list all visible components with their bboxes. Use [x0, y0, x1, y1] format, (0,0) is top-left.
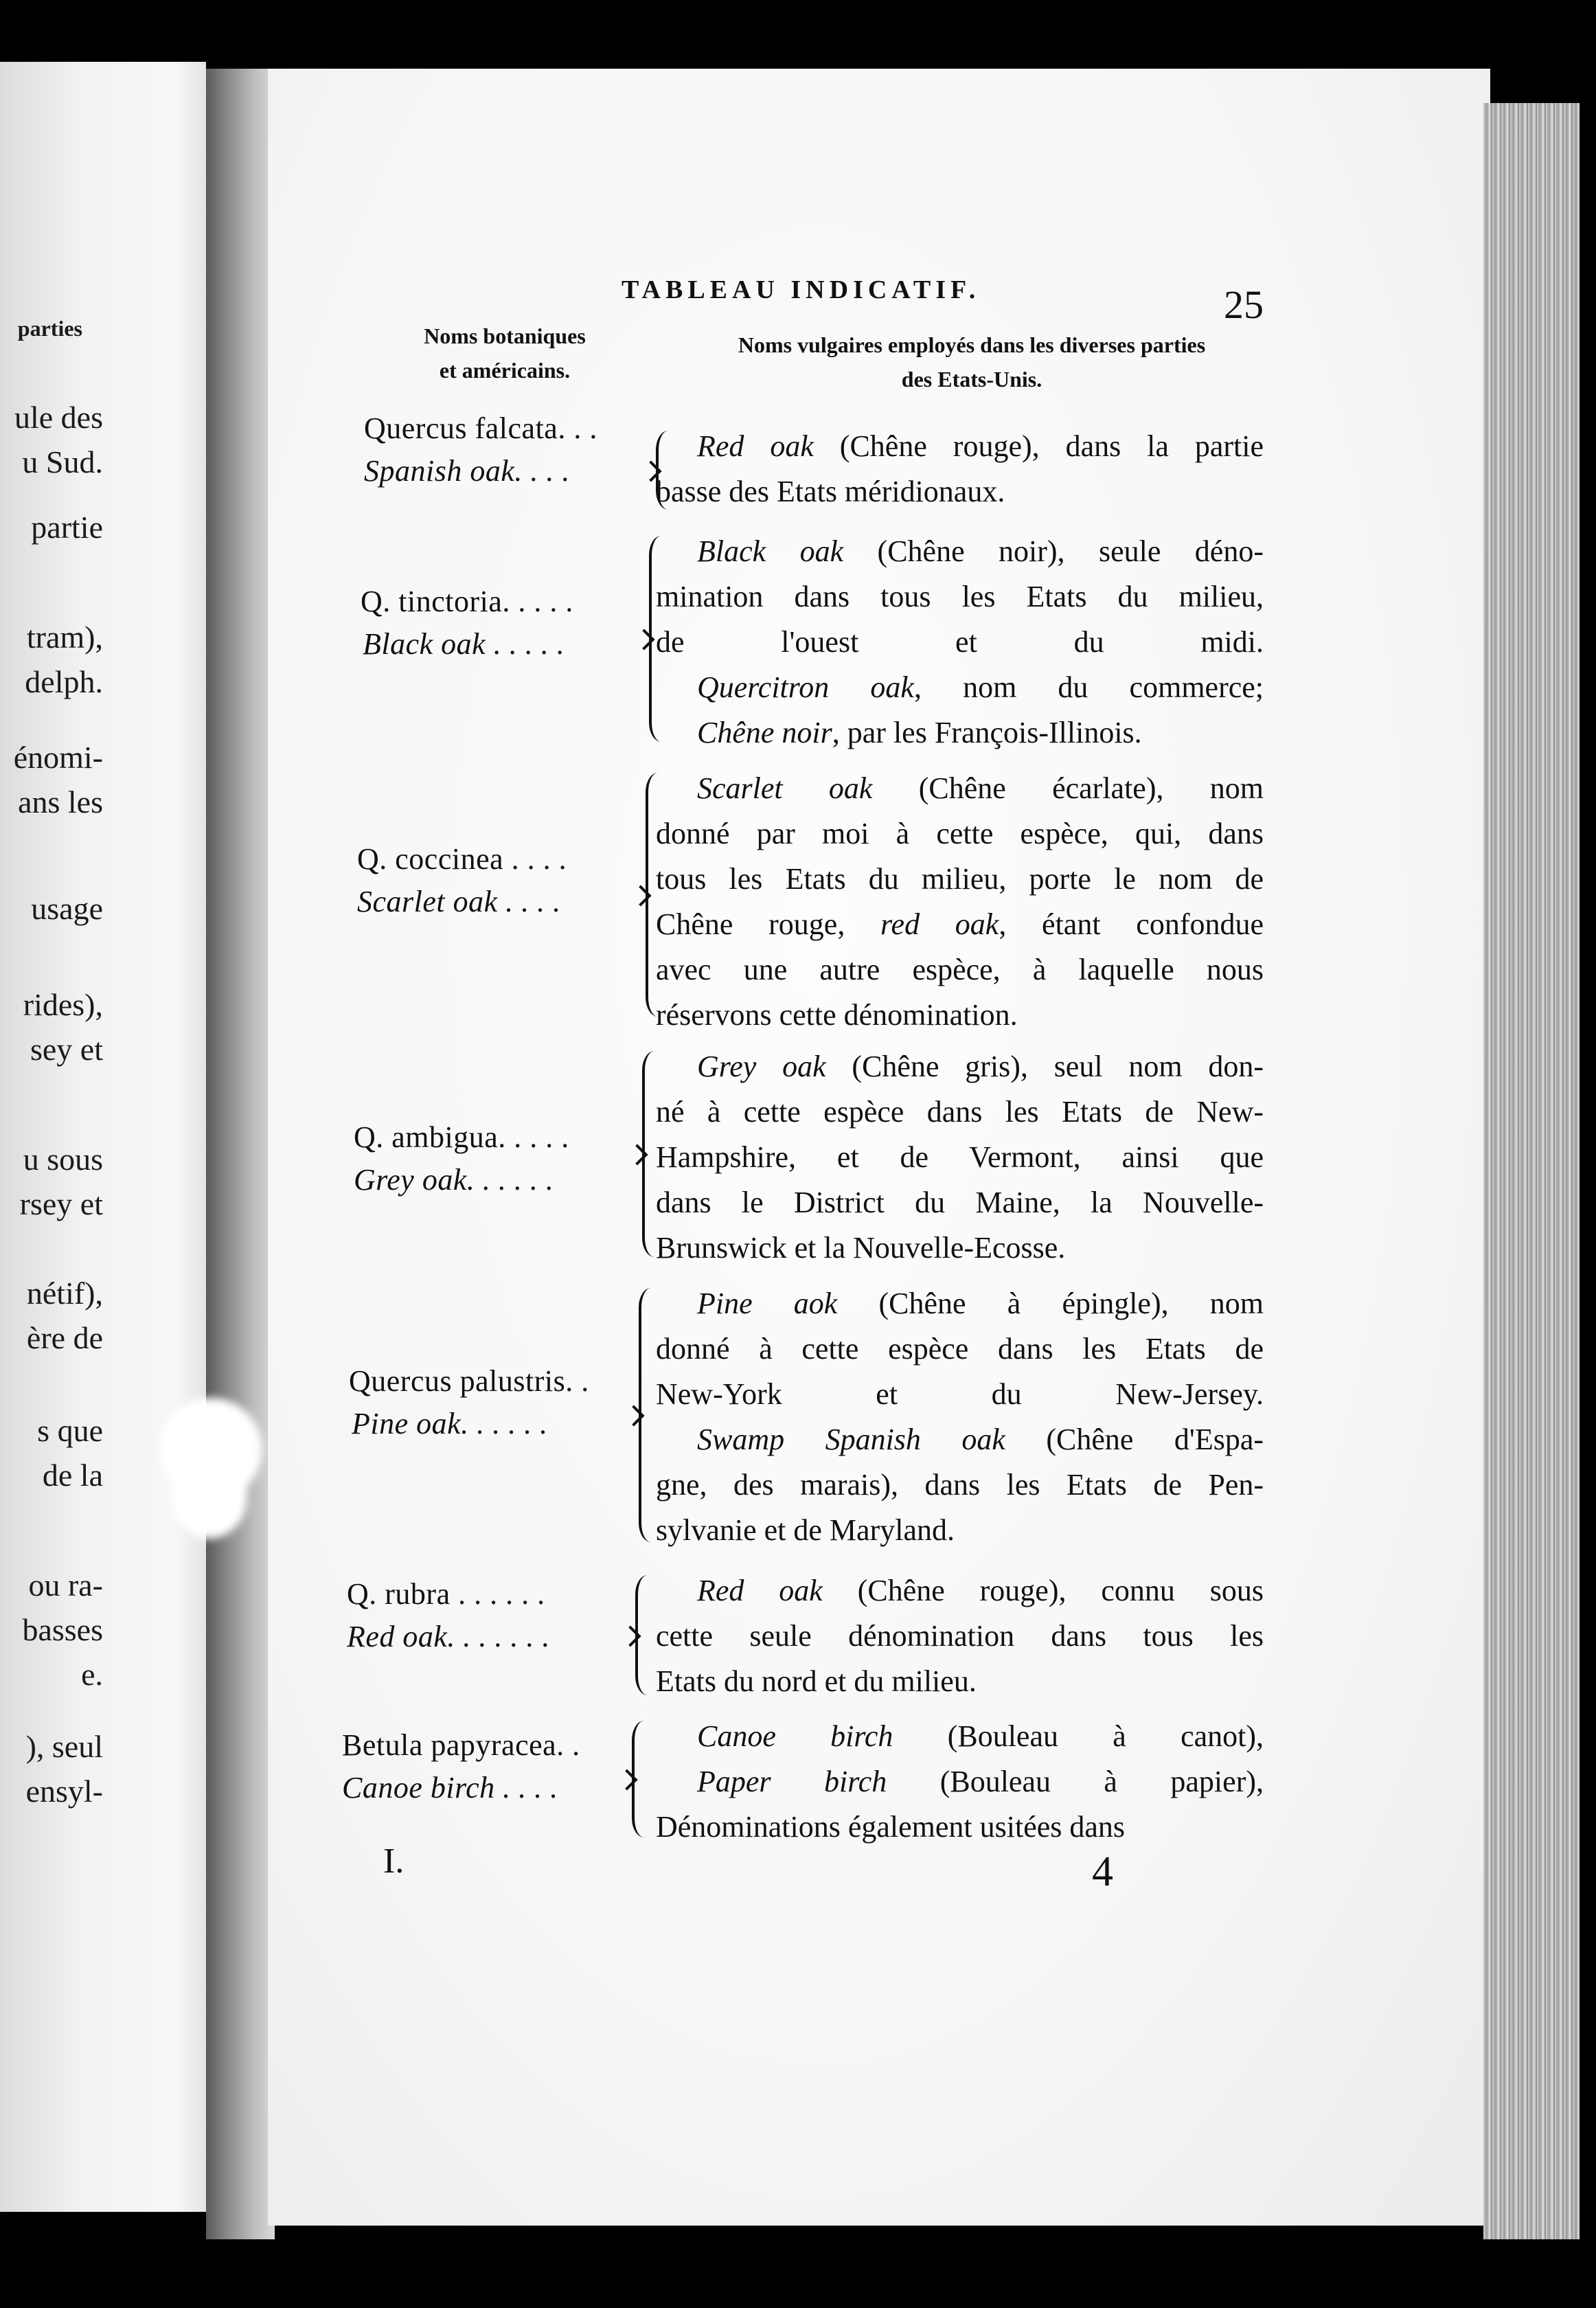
vulgar-name: Black oak	[697, 534, 844, 568]
description-line	[656, 1614, 1264, 1659]
left-page-fragment: parties	[17, 316, 82, 341]
sheet-number: 4	[1092, 1848, 1113, 1895]
description-line	[656, 766, 1264, 811]
description-line	[656, 1759, 1264, 1804]
curly-brace	[642, 1051, 657, 1257]
left-page-fragment: rides),	[23, 987, 103, 1022]
left-page-fragment: de la	[42, 1458, 103, 1493]
description-line	[656, 993, 1264, 1038]
vulgar-names-description	[656, 1714, 1264, 1850]
description-text: donné à cette espèce dans les Etats de	[656, 1332, 1264, 1366]
description-text: mination dans tous les Etats du milieu,	[656, 580, 1264, 613]
book-gutter	[206, 69, 275, 2239]
description-line	[656, 1568, 1264, 1614]
vulgar-name: red oak	[880, 907, 999, 941]
running-title: TABLEAU INDICATIF.	[622, 275, 981, 304]
page-number: 25	[1224, 282, 1264, 327]
description-text: (Chêne noir), seule déno-	[843, 534, 1264, 568]
description-text: (Bouleau à canot),	[893, 1719, 1264, 1753]
description-line	[656, 574, 1264, 620]
left-page-fragment: ule des	[14, 400, 103, 435]
left-page-fragment: rsey et	[19, 1186, 103, 1221]
description-text: cette seule dénomination dans tous les	[656, 1619, 1264, 1653]
vulgar-names-description	[656, 424, 1264, 514]
column-heading-vulgar: Noms vulgaires employés dans les diverses parties des Etats-Unis.	[738, 332, 1206, 392]
description-line	[656, 1326, 1264, 1372]
description-text: Etats du nord et du milieu.	[656, 1664, 977, 1698]
description-line	[656, 620, 1264, 665]
vulgar-names-description	[656, 766, 1264, 1038]
curly-brace	[639, 1288, 654, 1542]
description-line	[656, 947, 1264, 993]
description-line	[656, 529, 1264, 574]
description-text: né à cette espèce dans les Etats de New-	[656, 1095, 1264, 1129]
left-page-fragment: basses	[22, 1612, 103, 1647]
left-page-fragment: u sous	[23, 1142, 103, 1177]
left-page-fragment: usage	[31, 891, 103, 926]
botanical-name: Q. rubra . . . . . .	[347, 1577, 545, 1611]
vulgar-names-description	[656, 1281, 1264, 1553]
description-line	[656, 1417, 1264, 1462]
page-edges	[1483, 103, 1580, 2239]
left-page-fragment: tram),	[26, 620, 103, 655]
description-text: New-York et du New-Jersey.	[656, 1377, 1264, 1411]
description-line	[656, 857, 1264, 902]
description-text: Chêne rouge,	[656, 907, 881, 941]
description-text: , étant confondue	[999, 907, 1264, 941]
vulgar-name: Pine aok	[697, 1287, 838, 1320]
description-line	[656, 469, 1264, 514]
american-name: Black oak . . . . .	[363, 627, 565, 661]
vulgar-name: Canoe birch	[697, 1719, 893, 1753]
left-page-fragment: ère de	[26, 1320, 103, 1355]
vulgar-name: Scarlet oak	[697, 771, 873, 805]
description-line	[656, 1372, 1264, 1417]
vulgar-name: Red oak	[697, 429, 814, 463]
american-name: Spanish oak. . . .	[364, 454, 570, 488]
american-name: Grey oak. . . . . .	[354, 1163, 554, 1197]
vulgar-name: Grey oak	[697, 1050, 826, 1083]
american-name: Scarlet oak . . . .	[357, 885, 561, 918]
description-line	[656, 665, 1264, 710]
description-text: (Chêne à épingle), nom	[837, 1287, 1264, 1320]
left-page-fragment: s que	[37, 1413, 103, 1448]
description-text: , nom du commerce;	[913, 670, 1264, 704]
american-name: Canoe birch . . . .	[342, 1771, 558, 1804]
description-text: sylvanie et de Maryland.	[656, 1513, 955, 1547]
description-line	[656, 1135, 1264, 1180]
description-line	[656, 1659, 1264, 1704]
description-text: basse des Etats méridionaux.	[656, 475, 1005, 508]
signature-mark: I.	[383, 1842, 404, 1881]
description-text: (Chêne rouge), connu sous	[822, 1574, 1264, 1607]
left-page-fragment: ou ra-	[28, 1568, 103, 1603]
description-line	[656, 1714, 1264, 1759]
description-text: Brunswick et la Nouvelle-Ecosse.	[656, 1231, 1066, 1265]
botanical-name: Betula papyracea. .	[342, 1728, 580, 1762]
description-line	[656, 1180, 1264, 1225]
curly-brace	[635, 1575, 650, 1695]
description-text: dans le District du Maine, la Nouvelle-	[656, 1186, 1264, 1219]
description-text: (Chêne gris), seul nom don-	[825, 1050, 1264, 1083]
american-name: Pine oak. . . . . .	[352, 1407, 548, 1440]
left-page-fragment: ), seul	[25, 1729, 103, 1764]
description-text: donné par moi à cette espèce, qui, dans	[656, 817, 1264, 850]
left-page-fragment: nétif),	[26, 1276, 103, 1311]
description-line	[656, 1804, 1264, 1850]
description-text: de l'ouest et du midi.	[656, 625, 1264, 659]
column-heading-botanical: Noms botaniques et américains.	[424, 324, 586, 383]
description-line	[656, 811, 1264, 857]
description-line	[656, 710, 1264, 756]
vulgar-name: Chêne noir	[697, 716, 832, 749]
description-line	[656, 902, 1264, 947]
left-page-fragment: partie	[31, 510, 103, 545]
description-line	[656, 424, 1264, 469]
botanical-name: Q. coccinea . . . .	[357, 842, 567, 876]
description-text: Dénominations également usitées dans	[656, 1810, 1126, 1844]
left-page-fragment: u Sud.	[22, 444, 103, 479]
description-line	[656, 1281, 1264, 1326]
description-text: Hampshire, et de Vermont, ainsi que	[656, 1140, 1264, 1174]
description-text: réservons cette dénomination.	[656, 998, 1018, 1032]
botanical-name: Q. tinctoria. . . . .	[361, 585, 573, 618]
left-page-fragment: ensyl-	[25, 1774, 103, 1809]
description-text: (Chêne d'Espa-	[1005, 1423, 1264, 1456]
vulgar-names-description	[656, 1568, 1264, 1704]
description-text: avec une autre espèce, à laquelle nous	[656, 953, 1264, 986]
american-name: Red oak. . . . . . .	[347, 1620, 550, 1653]
vulgar-name: Swamp Spanish oak	[697, 1423, 1005, 1456]
description-line	[656, 1508, 1264, 1553]
left-page-fragment: sey et	[30, 1032, 103, 1067]
description-text: (Chêne écarlate), nom	[872, 771, 1264, 805]
description-text: tous les Etats du milieu, porte le nom de	[656, 862, 1264, 896]
paper-damage	[172, 1456, 247, 1539]
curly-brace	[632, 1721, 647, 1837]
left-page-fragment: ans les	[18, 784, 103, 819]
botanical-name: Quercus palustris. .	[349, 1364, 589, 1398]
description-line	[656, 1462, 1264, 1508]
botanical-name: Quercus falcata. . .	[364, 411, 597, 445]
left-page-fragment: delph.	[25, 664, 103, 699]
vulgar-names-description	[656, 529, 1264, 756]
facing-page	[0, 62, 206, 2212]
description-line	[656, 1089, 1264, 1135]
left-page-fragment: énomi-	[13, 740, 103, 775]
description-text: , par les François-Illinois.	[832, 716, 1142, 749]
vulgar-name: Red oak	[697, 1574, 823, 1607]
vulgar-name: Paper birch	[697, 1765, 887, 1798]
description-line	[656, 1225, 1264, 1271]
botanical-name: Q. ambigua. . . . .	[354, 1120, 569, 1154]
vulgar-name: Quercitron oak	[697, 670, 914, 704]
vulgar-names-description	[656, 1044, 1264, 1271]
description-line	[656, 1044, 1264, 1089]
left-page-fragment: e.	[81, 1657, 103, 1692]
description-text: (Bouleau à papier),	[887, 1765, 1264, 1798]
description-text: (Chêne rouge), dans la partie	[813, 429, 1264, 463]
description-text: gne, des marais), dans les Etats de Pen-	[656, 1468, 1264, 1502]
